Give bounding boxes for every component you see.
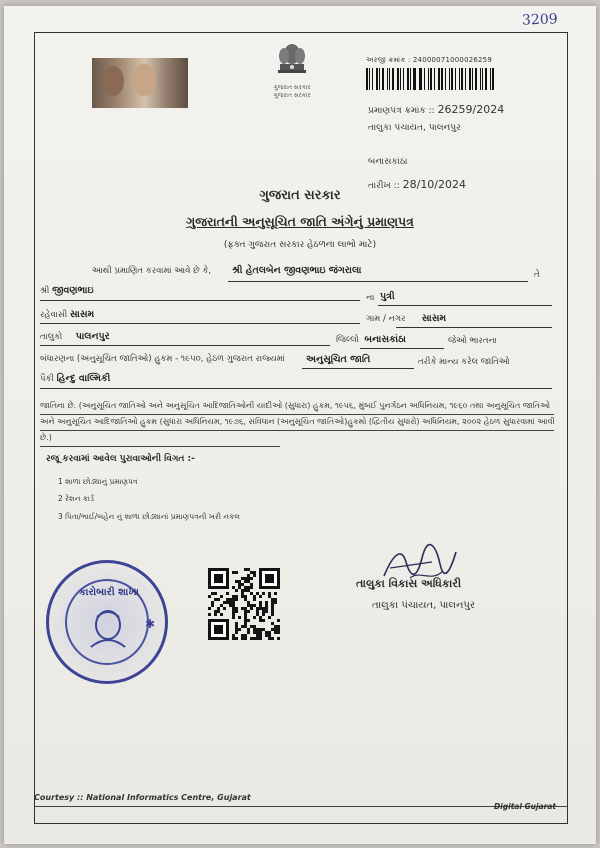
qr-module bbox=[217, 598, 220, 601]
barcode-bar bbox=[372, 68, 373, 90]
qr-module bbox=[253, 628, 256, 631]
para-underline-1 bbox=[40, 414, 554, 415]
qr-module bbox=[250, 577, 253, 580]
qr-module bbox=[235, 625, 238, 628]
qr-module bbox=[256, 607, 259, 610]
barcode-bar bbox=[392, 68, 394, 90]
qr-module bbox=[250, 586, 253, 589]
qr-module bbox=[235, 610, 238, 613]
barcode-bar bbox=[434, 68, 435, 90]
qr-module bbox=[262, 628, 265, 631]
qr-module bbox=[244, 637, 247, 640]
holder-name-underline bbox=[228, 281, 528, 282]
barcode-bar bbox=[379, 68, 380, 90]
barcode-bar bbox=[485, 68, 488, 90]
father-underline bbox=[40, 300, 360, 301]
seal-text: કારોબારી શાખા bbox=[79, 587, 140, 598]
qr-module bbox=[268, 637, 271, 640]
qr-module bbox=[250, 604, 253, 607]
qr-module bbox=[220, 613, 223, 616]
qr-module bbox=[241, 634, 244, 637]
barcode-bar bbox=[366, 68, 368, 90]
qr-module bbox=[232, 616, 235, 619]
qr-module bbox=[232, 601, 235, 604]
caste-type-underline bbox=[302, 368, 414, 369]
qr-module bbox=[247, 610, 250, 613]
qr-module bbox=[256, 592, 259, 595]
qr-finder bbox=[214, 625, 223, 634]
qr-module bbox=[271, 637, 274, 640]
qr-module bbox=[259, 616, 262, 619]
qr-module bbox=[262, 619, 265, 622]
barcode-bar bbox=[413, 68, 416, 90]
barcode-bar bbox=[472, 68, 473, 90]
qr-module bbox=[244, 616, 247, 619]
barcode-bar bbox=[490, 68, 491, 90]
qr-finder bbox=[214, 574, 223, 583]
district-underline bbox=[360, 348, 444, 349]
qr-module bbox=[235, 607, 238, 610]
qr-module bbox=[214, 598, 217, 601]
qr-module bbox=[235, 628, 238, 631]
qr-module bbox=[247, 574, 250, 577]
qr-module bbox=[214, 610, 217, 613]
qr-module bbox=[256, 610, 259, 613]
qr-module bbox=[274, 628, 277, 631]
qr-module bbox=[244, 622, 247, 625]
qr-module bbox=[235, 571, 238, 574]
barcode-bar bbox=[400, 68, 401, 90]
qr-module bbox=[259, 637, 262, 640]
qr-module bbox=[253, 604, 256, 607]
qr-module bbox=[244, 586, 247, 589]
qr-module bbox=[253, 574, 256, 577]
para-underline-2 bbox=[40, 430, 554, 431]
qr-module bbox=[268, 595, 271, 598]
signatory-office: તાલુકા પંચાયત, પાલનપુર bbox=[372, 600, 476, 611]
qr-module bbox=[229, 601, 232, 604]
photo-face-left bbox=[102, 66, 124, 96]
qr-module bbox=[265, 601, 268, 604]
qr-module bbox=[241, 577, 244, 580]
qr-module bbox=[232, 607, 235, 610]
qr-module bbox=[208, 613, 211, 616]
barcode-bar bbox=[451, 68, 453, 90]
qr-module bbox=[253, 631, 256, 634]
qr-module bbox=[241, 589, 244, 592]
barcode-bar bbox=[465, 68, 466, 90]
qr-module bbox=[247, 628, 250, 631]
qr-module bbox=[247, 580, 250, 583]
qr-module bbox=[265, 631, 268, 634]
photo-face-right bbox=[132, 64, 156, 96]
document-item: 3 પિતા/ભાઈ/બહેન નું શાળા છોડ્યાનાં પ્રમાણપત્રની ખરી નકલ bbox=[58, 512, 240, 521]
qr-module bbox=[259, 631, 262, 634]
qr-module bbox=[247, 631, 250, 634]
qr-module bbox=[247, 619, 250, 622]
application-number: અરજી ક્રમાંક : 24000071000026259 bbox=[366, 56, 492, 64]
qr-module bbox=[262, 607, 265, 610]
qr-module bbox=[259, 595, 262, 598]
footer-brand: Digital Gujarat bbox=[493, 802, 556, 811]
qr-module bbox=[235, 631, 238, 634]
qr-module bbox=[265, 634, 268, 637]
issuing-district: બનાસકાંઠા bbox=[368, 157, 408, 167]
qr-module bbox=[229, 604, 232, 607]
qr-module bbox=[244, 625, 247, 628]
qr-module bbox=[247, 601, 250, 604]
village-row: ગામ / નગર સાસમ bbox=[366, 313, 447, 324]
na-text: ના bbox=[366, 293, 375, 303]
qr-module bbox=[259, 628, 262, 631]
barcode-bar bbox=[455, 68, 456, 90]
seal-portrait-icon bbox=[85, 607, 131, 649]
certificate-number: 26259/2024 bbox=[437, 103, 505, 116]
qr-module bbox=[232, 571, 235, 574]
relation: પુત્રી bbox=[380, 291, 395, 302]
qr-module bbox=[211, 592, 214, 595]
taluka-underline bbox=[40, 345, 330, 346]
legal-paragraph: જાતિના છે. (અનુસૂચિત જાતિઓ અને અનુસૂચિત આદિજાતિઓની યાદીઓ (સુધારા) હુકમ, ૧૯૫૬, મુંબઈ પુનર્ગઠન અધિનિયમ, ૧૯૬૦ તથા અનુસૂચિત જાતિઓ અને અનુસૂચિત આદિજાતિઓ હુકમ (સુધારા અધિનિયમ, ૧૯૭૬, સંવિધાન (અનુસૂચિત જાતિઓ)હુકમો (દ્વિતીય સુધારો) અધિનિયમ, ૨૦૦૨ હેઠળ સુધારવામાં આવી છે.) bbox=[40, 401, 555, 442]
qr-module bbox=[217, 607, 220, 610]
caste-type: અનુસૂચિત જાતિ bbox=[306, 354, 371, 365]
certificate-subtitle: (ફક્ત ગુજરાત સરકાર હેઠળના લાભો માટે) bbox=[223, 240, 377, 250]
barcode-bar bbox=[389, 68, 390, 90]
qr-module bbox=[268, 592, 271, 595]
qr-module bbox=[226, 598, 229, 601]
qr-module bbox=[277, 619, 280, 622]
barcode-bar bbox=[492, 68, 494, 90]
qr-module bbox=[259, 601, 262, 604]
barcode-bar bbox=[441, 68, 443, 90]
recognized-text: તરીકે માન્ય કરેલ જાતિઓ bbox=[418, 357, 510, 367]
village-underline bbox=[396, 327, 552, 328]
barcode-bar bbox=[419, 68, 420, 90]
qr-module bbox=[259, 634, 262, 637]
barcode-bar bbox=[438, 68, 441, 90]
qr-module bbox=[232, 598, 235, 601]
qr-module bbox=[241, 583, 244, 586]
qr-module bbox=[247, 568, 250, 571]
official-seal bbox=[46, 560, 168, 684]
qr-module bbox=[250, 625, 253, 628]
qr-module bbox=[259, 619, 262, 622]
barcode-bar bbox=[369, 68, 370, 90]
barcode-bar bbox=[403, 68, 404, 90]
qr-module bbox=[265, 607, 268, 610]
qr-module bbox=[244, 607, 247, 610]
qr-module bbox=[256, 631, 259, 634]
barcode-bar bbox=[430, 68, 432, 90]
qr-module bbox=[274, 601, 277, 604]
barcode-bar bbox=[475, 68, 477, 90]
qr-module bbox=[235, 637, 238, 640]
qr-module bbox=[253, 637, 256, 640]
qr-module bbox=[244, 577, 247, 580]
qr-module bbox=[235, 589, 238, 592]
qr-module bbox=[271, 598, 274, 601]
qr-module bbox=[223, 607, 226, 610]
barcode-bar bbox=[407, 68, 409, 90]
qr-module bbox=[262, 613, 265, 616]
barcode bbox=[366, 68, 496, 90]
country-text: જેઓ ભારતના bbox=[448, 336, 497, 346]
qr-module bbox=[268, 616, 271, 619]
qr-module bbox=[232, 604, 235, 607]
qr-module bbox=[223, 601, 226, 604]
holder-name: શ્રી હેતલબેન જીવણભાઇ જંગરાલા bbox=[232, 265, 362, 276]
qr-module bbox=[253, 595, 256, 598]
qr-module bbox=[244, 613, 247, 616]
qr-module bbox=[214, 613, 217, 616]
qr-module bbox=[277, 625, 280, 628]
qr-module bbox=[256, 628, 259, 631]
certify-text: આથી પ્રમાણિત કરવામાં આવે છે કે, bbox=[92, 266, 212, 276]
qr-module bbox=[271, 613, 274, 616]
qr-module bbox=[250, 571, 253, 574]
barcode-bar bbox=[480, 68, 481, 90]
government-heading: ગુજરાત સરકાર bbox=[259, 188, 341, 203]
certificate-title: ગુજરાતની અનુસૂચિત જાતિ અંગેનું પ્રમાણપત્ર bbox=[186, 214, 414, 229]
qr-module bbox=[250, 637, 253, 640]
qr-module bbox=[238, 628, 241, 631]
qr-module bbox=[229, 598, 232, 601]
order-text: બંધારણના (અનુસૂચિત જાતિઓ) હુકમ - ૧૯૫૦, હેઠળ ગુજરાત રાજ્યમાં bbox=[40, 354, 285, 364]
qr-module bbox=[256, 613, 259, 616]
qr-module bbox=[238, 616, 241, 619]
qr-module bbox=[253, 625, 256, 628]
qr-module bbox=[250, 583, 253, 586]
qr-module bbox=[244, 589, 247, 592]
handwritten-number: 3209 bbox=[522, 11, 559, 29]
district-row: જિલ્લો બનાસકાંઠા bbox=[336, 334, 406, 345]
qr-module bbox=[271, 610, 274, 613]
qr-module bbox=[265, 604, 268, 607]
barcode-bar bbox=[382, 68, 384, 90]
barcode-bar bbox=[420, 68, 422, 90]
footer-courtesy: Courtesy :: National Informatics Centre, Gujarat bbox=[34, 793, 251, 802]
qr-module bbox=[247, 586, 250, 589]
document-item: 1 શાળા છોડ્યાનું પ્રમાણપત્ર bbox=[58, 477, 138, 486]
seal-star-icon: ✱ bbox=[144, 617, 155, 631]
resident-row: રહેવાસી સાસમ bbox=[40, 309, 95, 320]
qr-module bbox=[238, 580, 241, 583]
qr-module bbox=[241, 592, 244, 595]
caste-underline bbox=[40, 388, 552, 389]
qr-module bbox=[235, 580, 238, 583]
qr-module bbox=[232, 595, 235, 598]
qr-module bbox=[214, 592, 217, 595]
qr-module bbox=[244, 634, 247, 637]
qr-module bbox=[211, 601, 214, 604]
qr-module bbox=[247, 577, 250, 580]
qr-module bbox=[274, 631, 277, 634]
qr-module bbox=[271, 628, 274, 631]
issue-date: 28/10/2024 bbox=[402, 178, 467, 191]
qr-module bbox=[235, 598, 238, 601]
qr-module bbox=[277, 637, 280, 640]
qr-module bbox=[262, 610, 265, 613]
ashoka-emblem-icon bbox=[272, 40, 312, 84]
qr-module bbox=[262, 592, 265, 595]
qr-module bbox=[244, 568, 247, 571]
qr-module bbox=[244, 598, 247, 601]
barcode-bar bbox=[428, 68, 429, 90]
taluka-row: તાલુકો પાલનપુર bbox=[40, 331, 110, 342]
qr-module bbox=[232, 586, 235, 589]
signatory-title: તાલુકા વિકાસ અધિકારી bbox=[356, 577, 462, 590]
barcode-bar bbox=[387, 68, 388, 90]
barcode-bar bbox=[410, 68, 411, 90]
qr-module bbox=[235, 622, 238, 625]
qr-module bbox=[247, 589, 250, 592]
qr-module bbox=[268, 634, 271, 637]
documents-title: રજૂ કરવામાં આવેલ પુરાવાઓની વિગત :- bbox=[46, 454, 195, 464]
state-emblem bbox=[262, 40, 322, 100]
qr-module bbox=[271, 604, 274, 607]
certificate-number-row bbox=[368, 103, 504, 116]
relation-underline bbox=[378, 305, 552, 306]
qr-module bbox=[253, 571, 256, 574]
qr-module bbox=[250, 607, 253, 610]
qr-module bbox=[232, 610, 235, 613]
qr-module bbox=[277, 628, 280, 631]
caste-row: પૈકી હિન્દુ વાલ્મિકી bbox=[40, 373, 111, 384]
qr-module bbox=[274, 598, 277, 601]
qr-module bbox=[211, 604, 214, 607]
issuing-office: તાલુકા પંચાયત, પાલનપુર bbox=[368, 123, 461, 133]
qr-module bbox=[247, 604, 250, 607]
qr-module bbox=[271, 607, 274, 610]
barcode-bar bbox=[461, 68, 464, 90]
barcode-bar bbox=[397, 68, 400, 90]
qr-module bbox=[226, 592, 229, 595]
qr-module bbox=[220, 604, 223, 607]
qr-module bbox=[274, 592, 277, 595]
qr-module bbox=[271, 601, 274, 604]
qr-module bbox=[259, 607, 262, 610]
qr-module bbox=[238, 586, 241, 589]
qr-module bbox=[268, 631, 271, 634]
father-row: શ્રી જીવણભાઇ bbox=[40, 285, 94, 296]
barcode-bar bbox=[376, 68, 379, 90]
qr-module bbox=[241, 625, 244, 628]
barcode-bar bbox=[469, 68, 471, 90]
qr-module bbox=[244, 595, 247, 598]
barcode-bar bbox=[424, 68, 425, 90]
issue-date-label: તારીખ :: bbox=[368, 181, 400, 191]
qr-code bbox=[208, 568, 280, 640]
emblem-caption-2: ગુજરાત સરકાર bbox=[273, 92, 311, 99]
qr-finder bbox=[265, 574, 274, 583]
qr-module bbox=[232, 634, 235, 637]
qr-module bbox=[232, 613, 235, 616]
applicant-photo bbox=[92, 58, 188, 108]
qr-module bbox=[226, 601, 229, 604]
barcode-bar bbox=[459, 68, 460, 90]
qr-module bbox=[265, 610, 268, 613]
qr-module bbox=[244, 580, 247, 583]
qr-module bbox=[208, 595, 211, 598]
barcode-bar bbox=[445, 68, 446, 90]
qr-module bbox=[256, 634, 259, 637]
qr-module bbox=[271, 622, 274, 625]
emblem-caption-1: ગુજરાત સરકાર bbox=[273, 84, 311, 91]
document-item: 2 રેશન કાર્ડ bbox=[58, 494, 95, 503]
qr-module bbox=[274, 625, 277, 628]
qr-module bbox=[220, 595, 223, 598]
qr-module bbox=[256, 637, 259, 640]
qr-module bbox=[235, 595, 238, 598]
qr-module bbox=[244, 610, 247, 613]
qr-module bbox=[241, 607, 244, 610]
qr-module bbox=[259, 604, 262, 607]
qr-module bbox=[238, 583, 241, 586]
te-text: તે bbox=[534, 270, 540, 280]
qr-module bbox=[277, 631, 280, 634]
qr-module bbox=[208, 607, 211, 610]
qr-module bbox=[253, 598, 256, 601]
barcode-bar bbox=[449, 68, 450, 90]
qr-module bbox=[217, 610, 220, 613]
qr-module bbox=[241, 637, 244, 640]
certificate-number-label: પ્રમાણપત્ર ક્રમાંક :: bbox=[368, 106, 435, 116]
qr-module bbox=[250, 592, 253, 595]
qr-module bbox=[241, 595, 244, 598]
qr-module bbox=[244, 619, 247, 622]
barcode-block bbox=[366, 56, 496, 90]
barcode-bar bbox=[482, 68, 483, 90]
resident-underline bbox=[40, 323, 360, 324]
qr-module bbox=[253, 616, 256, 619]
para-underline-3 bbox=[40, 446, 280, 447]
footer-rule bbox=[34, 806, 568, 807]
qr-module bbox=[232, 637, 235, 640]
